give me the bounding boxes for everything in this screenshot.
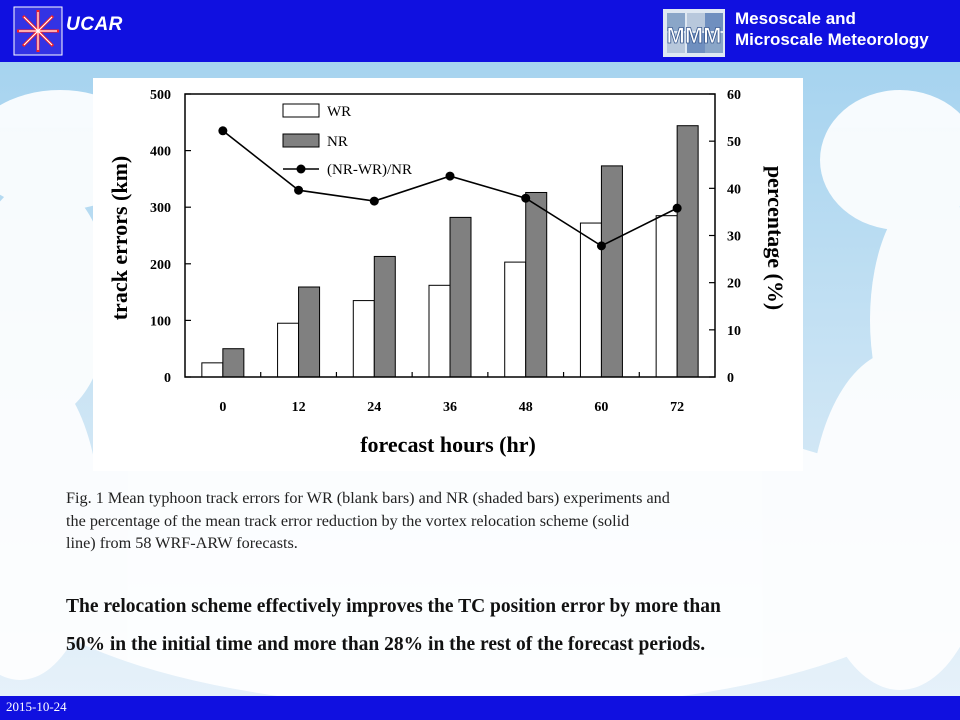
x-tick-label: 12 xyxy=(291,400,306,415)
y-tick-label: 0 xyxy=(164,371,171,386)
y-axis-title: track errors (km) xyxy=(107,155,132,321)
reduction-point xyxy=(294,186,303,195)
takeaway-line-2: 50% in the initial time and more than 28% in the rest of the forecast periods. xyxy=(66,634,706,655)
legend-label-wr: WR xyxy=(327,104,352,120)
nr-bar xyxy=(526,192,547,377)
y-tick-label: 400 xyxy=(150,144,171,160)
wr-bar xyxy=(278,323,299,377)
legend-swatch-wr xyxy=(283,104,319,117)
reduction-point xyxy=(521,194,530,203)
slide-date: 2015-10-24 xyxy=(6,699,67,714)
y2-axis-title: percentage (%) xyxy=(763,165,788,311)
legend-label-nr: NR xyxy=(327,134,348,150)
wr-bar xyxy=(505,262,526,377)
wr-bar xyxy=(656,216,677,377)
mmm-logo-letters: MMM xyxy=(666,23,722,48)
top-banner xyxy=(0,0,960,62)
legend-swatch-nr xyxy=(283,134,319,147)
nr-bar xyxy=(299,287,320,377)
legend-label-reduction: (NR-WR)/NR xyxy=(327,162,412,178)
wr-bar xyxy=(429,285,450,377)
takeaway-line-1: The relocation scheme effectively improves the TC position error by more than xyxy=(66,596,721,617)
reduction-point xyxy=(446,172,455,181)
y2-tick-label: 40 xyxy=(727,182,741,198)
reduction-point xyxy=(218,126,227,135)
takeaway-text xyxy=(66,588,926,664)
y2-tick-label: 50 xyxy=(727,135,741,151)
x-tick-label: 0 xyxy=(219,400,227,415)
nr-bar xyxy=(601,166,622,377)
mmm-title-line1: Mesoscale and xyxy=(735,9,856,28)
mmm-cube-logo xyxy=(661,3,729,59)
reduction-point xyxy=(370,197,379,206)
y-tick-label: 200 xyxy=(150,257,171,273)
caption-line-2: the percentage of the mean track error reduction by the vortex relocation scheme (solid xyxy=(66,511,630,530)
chart-frame xyxy=(93,78,803,471)
x-tick-label: 24 xyxy=(367,400,382,415)
nr-bar xyxy=(677,126,698,377)
figure-caption xyxy=(66,487,914,555)
nr-bar xyxy=(374,256,395,377)
mmm-title xyxy=(735,8,929,50)
x-tick-label: 48 xyxy=(518,400,533,415)
y2-tick-label: 0 xyxy=(727,371,734,386)
x-tick-label: 60 xyxy=(594,400,609,415)
y2-tick-label: 10 xyxy=(727,323,741,339)
nr-bar xyxy=(450,217,471,377)
y2-tick-label: 30 xyxy=(727,229,741,245)
nr-bar xyxy=(223,349,244,377)
caption-line-3: line) from 58 WRF-ARW forecasts. xyxy=(66,534,298,552)
y2-tick-label: 20 xyxy=(727,276,741,292)
caption-line-1: Fig. 1 Mean typhoon track errors for WR (blank bars) and NR (shaded bars) experiments and xyxy=(66,489,670,507)
wr-bar xyxy=(353,301,374,377)
x-tick-label: 72 xyxy=(670,400,685,415)
y2-tick-label: 60 xyxy=(727,88,741,103)
mmm-division-banner xyxy=(655,0,960,62)
y-tick-label: 500 xyxy=(150,88,171,103)
x-axis-title: forecast hours (hr) xyxy=(360,432,536,457)
reduction-point xyxy=(597,241,606,250)
ucar-logo-text: UCAR xyxy=(66,14,123,35)
track-error-chart xyxy=(93,78,803,471)
x-tick-label: 36 xyxy=(443,400,457,415)
legend-swatch-marker xyxy=(297,165,306,174)
y-tick-label: 100 xyxy=(150,314,171,330)
mmm-title-line2: Microscale Meteorology xyxy=(735,30,929,49)
wr-bar xyxy=(202,363,223,377)
bottom-bar xyxy=(0,696,960,720)
y-tick-label: 300 xyxy=(150,201,171,217)
reduction-point xyxy=(673,204,682,213)
